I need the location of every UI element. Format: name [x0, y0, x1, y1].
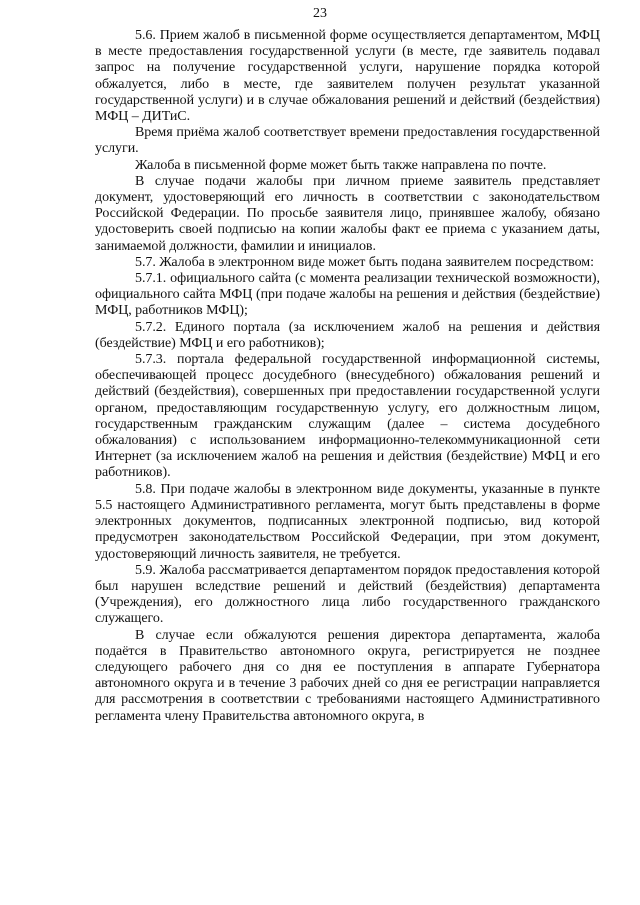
paragraph-reception-time: Время приёма жалоб соответствует времени предоставления государственной услуги. [95, 125, 600, 157]
paragraph-5-9: 5.9. Жалоба рассматривается департаментом порядок предоставления которой был нарушен вследствие решений и действий (бездействия) департамента (Учреждения), его должностного лица либо государственного гражданского служащего. [95, 562, 600, 627]
page-number: 23 [313, 6, 327, 21]
paragraph-5-7-3: 5.7.3. портала федеральной государственной информационной системы, обеспечивающей процесс досудебного (внесудебного) обжалования решений и действий (бездействия), совершенных при предоставлении государственной услуги органом, предоставляющим государственную услугу, его должностным лицом, государственным гражданским служащим (далее – система досудебного обжалования) с использованием информационно-телекоммуникационной сети Интернет (за исключением жалоб на решения и действия (бездействие) МФЦ и его работников). [95, 352, 600, 481]
paragraph-personal-reception: В случае подачи жалобы при личном приеме заявитель представляет документ, удостоверяющий его личность в соответствии с законодательством Российской Федерации. По просьбе заявителя лицо, принявшее жалобу, обязано удостоверить своей подписью на копии жалобы факт ее приема с указанием даты, занимаемой должности, фамилии и инициалов. [95, 173, 600, 254]
paragraph-mail: Жалоба в письменной форме может быть также направлена по почте. [135, 157, 547, 173]
paragraph-5-8: 5.8. При подаче жалобы в электронном виде документы, указанные в пункте 5.5 настоящего Административного регламента, могут быть представлены в форме электронных документов, подписанных электронной подписью, вид которой предусмотрен законодательством Российской Федерации, при этом документ, удостоверяющий личность заявителя, не требуется. [95, 481, 600, 562]
paragraph-5-6: 5.6. Прием жалоб в письменной форме осуществляется департаментом, МФЦ в месте предоставления государственной услуги (в месте, где заявитель подавал запрос на получение государственной услуги, нарушение порядка которой обжалуется, либо в месте, где заявителем получен результат указанной государственной услуги) и в случае обжалования решений и действий (бездействия) МФЦ – ДИТиС. [95, 28, 600, 125]
paragraph-5-7-2: 5.7.2. Единого портала (за исключением жалоб на решения и действия (бездействие) МФЦ и его работников); [95, 319, 600, 351]
paragraph-director-complaints: В случае если обжалуются решения директора департамента, жалоба подаётся в Правительство автономного округа, регистрируется не позднее следующего рабочего дня со дня ее поступления в аппарате Губернатора автономного округа и в течение 3 рабочих дней со дня ее регистрации направляется для рассмотрения в соответствии с требованиями настоящего Административного регламента члену Правительства автономного округа, в [95, 627, 600, 724]
document-body [95, 28, 600, 725]
paragraph-5-7-1: 5.7.1. официального сайта (с момента реализации технической возможности), официального сайта МФЦ (при подаче жалобы на решения и действия (бездействие) МФЦ, работников МФЦ); [95, 271, 600, 319]
paragraph-5-7: 5.7. Жалоба в электронном виде может быть подана заявителем посредством: [135, 254, 594, 270]
